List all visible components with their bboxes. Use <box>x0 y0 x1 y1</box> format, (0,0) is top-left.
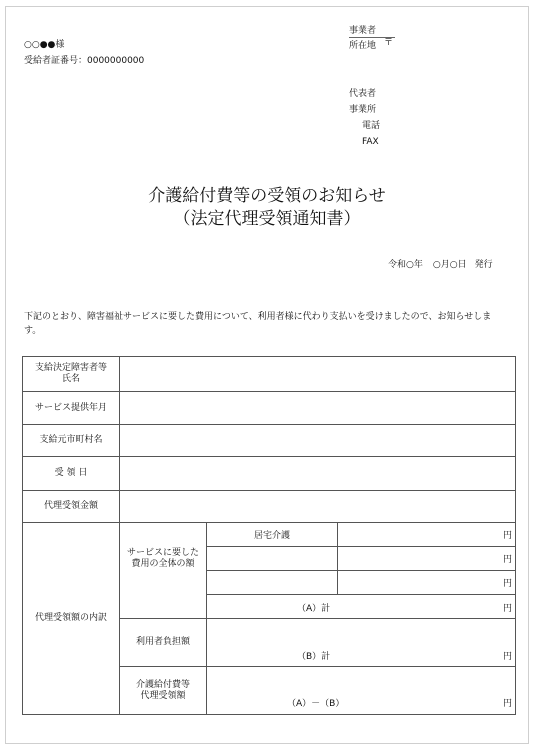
user-burden-cell-top <box>207 619 516 643</box>
intro-text: 下記のとおり、障害福祉サービスに要した費用について、利用者様に代わり支払いを受けましたので、お知らせします。 <box>24 312 492 336</box>
row-label-service-month: サービス提供年月 <box>23 392 120 425</box>
document-title: 介護給付費等の受領のお知らせ <box>148 186 386 206</box>
service-item-cell: 居宅介護 <box>207 523 338 547</box>
business-label: 事業者 <box>349 26 377 36</box>
phone-label: 電話 <box>362 121 381 131</box>
subtotal-a-cell <box>207 595 516 619</box>
subtotal-b-yen: 円 <box>503 651 513 662</box>
address-label: 所在地 <box>349 41 377 51</box>
receipt-table <box>22 356 516 715</box>
user-burden-label: 利用者負担額 <box>120 619 207 667</box>
table-row <box>23 392 516 425</box>
postal-mark: 〒 <box>384 38 394 48</box>
service-month-value-cell <box>120 392 516 425</box>
subtotal-b-label: （B）計 <box>297 651 331 662</box>
receipt-date-value-cell <box>120 457 516 491</box>
row-label-receipt-date: 受 領 日 <box>23 457 120 491</box>
service-item-yen-2: 円 <box>338 547 516 571</box>
row-label-recipient: 支給決定障害者等 氏名 <box>23 357 120 392</box>
row-label-breakdown: 代理受領額の内訳 <box>23 523 120 715</box>
row-label-proxy-amount: 代理受領金額 <box>23 491 120 523</box>
service-item-yen-3: 円 <box>338 571 516 595</box>
representative-label: 代表者 <box>349 89 377 99</box>
issue-date <box>388 257 493 270</box>
service-item-cell-empty-2 <box>207 571 338 595</box>
total-cost-label: サービスに要した 費用の全体の額 <box>120 523 207 595</box>
benefit-label: 介護給付費等 代理受領額 <box>120 667 207 715</box>
issue-month-day: ○月○日 <box>432 260 467 270</box>
total-cost-label-bottom <box>120 595 207 619</box>
row-label-municipality: 支給元市町村名 <box>23 425 120 457</box>
subtotal-a-yen: 円 <box>503 604 513 614</box>
issue-label: 発行 <box>474 260 493 270</box>
difference-cell <box>207 691 516 715</box>
difference-label: （A）－（B） <box>287 698 345 709</box>
subtotal-a-label: （A）計 <box>297 604 331 614</box>
table-row <box>23 523 516 547</box>
fax-label: FAX <box>362 137 379 147</box>
document-subtitle: （法定代理受領通知書） <box>173 209 361 229</box>
subtotal-b-cell <box>207 643 516 667</box>
benefit-cell-top <box>207 667 516 691</box>
proxy-amount-value-cell <box>120 491 516 523</box>
difference-yen: 円 <box>503 698 513 709</box>
issue-era: 令和○年 <box>388 260 423 270</box>
table-row <box>23 491 516 523</box>
recipient-value-cell <box>120 357 516 392</box>
table-row <box>23 425 516 457</box>
certificate-number: 受給者証番号：0000000000 <box>24 56 145 66</box>
table-row <box>23 357 516 392</box>
service-item-yen: 円 <box>338 523 516 547</box>
recipient-name: ○○●●様 <box>24 40 65 50</box>
business-underline <box>349 37 395 38</box>
service-item-cell-empty <box>207 547 338 571</box>
table-row <box>23 457 516 491</box>
office-label: 事業所 <box>349 105 377 115</box>
municipality-value-cell <box>120 425 516 457</box>
